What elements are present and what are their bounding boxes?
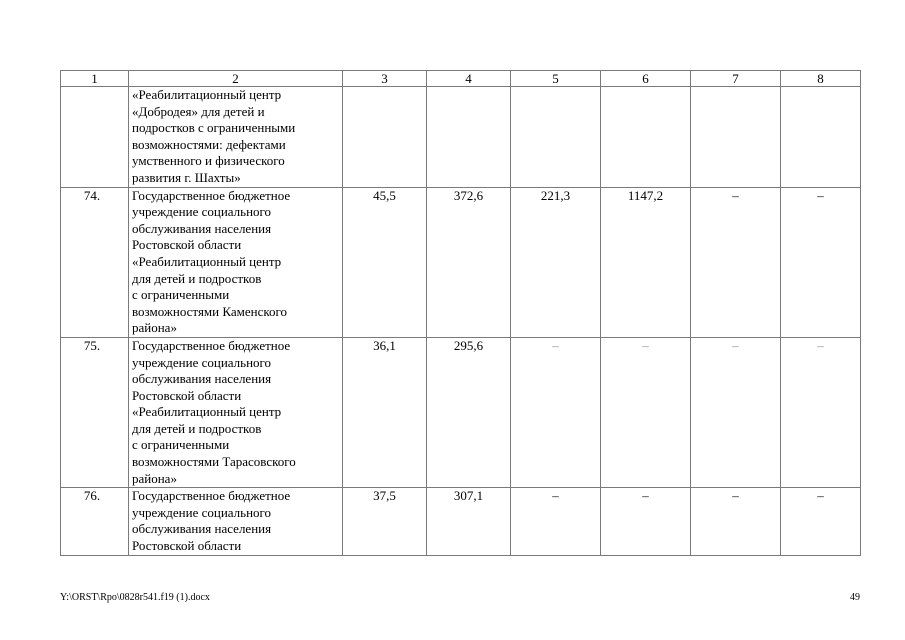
column-header-6: 6 bbox=[601, 71, 691, 87]
value-col-8: – bbox=[781, 337, 861, 487]
name-line: Государственное бюджетное bbox=[132, 488, 291, 504]
footer-file-path: Y:\ORST\Rpo\0828r541.f19 (1).docx bbox=[60, 592, 210, 603]
institution-name bbox=[129, 187, 343, 337]
institution-name bbox=[129, 337, 343, 487]
footer-page-number: 49 bbox=[850, 592, 860, 603]
name-line: Государственное бюджетное bbox=[132, 187, 291, 203]
value-col-7: – bbox=[691, 488, 781, 555]
value-col-3: 36,1 bbox=[343, 337, 427, 487]
value-col-6 bbox=[601, 87, 691, 188]
name-line: возможностями Каменского bbox=[132, 303, 288, 319]
name-line: «Реабилитационный центр bbox=[132, 253, 282, 269]
name-line: развития г. Шахты» bbox=[132, 169, 241, 185]
value-col-4: 372,6 bbox=[427, 187, 511, 337]
value-col-4 bbox=[427, 87, 511, 188]
column-header-4: 4 bbox=[427, 71, 511, 87]
header-row bbox=[61, 71, 861, 87]
name-line: с ограниченными bbox=[132, 437, 230, 453]
name-line: возможностями: дефектами bbox=[132, 136, 286, 152]
name-line: «Реабилитационный центр bbox=[132, 404, 282, 420]
institution-name bbox=[129, 87, 343, 188]
name-line: с ограниченными bbox=[132, 287, 230, 303]
name-line: учреждение социального bbox=[132, 204, 272, 220]
value-col-6: – bbox=[601, 488, 691, 555]
name-line: для детей и подростков bbox=[132, 270, 262, 286]
table-row bbox=[61, 337, 861, 487]
name-line: для детей и подростков bbox=[132, 420, 262, 436]
row-number: 76. bbox=[61, 488, 129, 555]
value-col-3: 45,5 bbox=[343, 187, 427, 337]
name-line: обслуживания населения bbox=[132, 220, 272, 236]
row-number bbox=[61, 87, 129, 188]
value-col-5 bbox=[511, 87, 601, 188]
value-col-7 bbox=[691, 87, 781, 188]
row-number: 75. bbox=[61, 337, 129, 487]
name-line: района» bbox=[132, 470, 177, 486]
value-col-5: – bbox=[511, 337, 601, 487]
column-header-2: 2 bbox=[129, 71, 343, 87]
name-line: Ростовской области bbox=[132, 387, 242, 403]
value-col-4: 307,1 bbox=[427, 488, 511, 555]
table-row bbox=[61, 87, 861, 188]
value-col-5: – bbox=[511, 488, 601, 555]
row-number: 74. bbox=[61, 187, 129, 337]
name-line: «Добродея» для детей и bbox=[132, 103, 265, 119]
value-col-3 bbox=[343, 87, 427, 188]
name-line: «Реабилитационный центр bbox=[132, 87, 282, 102]
value-col-7: – bbox=[691, 337, 781, 487]
value-col-8 bbox=[781, 87, 861, 188]
value-col-6: 1147,2 bbox=[601, 187, 691, 337]
column-header-7: 7 bbox=[691, 71, 781, 87]
name-line: района» bbox=[132, 320, 177, 336]
value-col-8: – bbox=[781, 187, 861, 337]
name-line: Государственное бюджетное bbox=[132, 337, 291, 353]
column-header-1: 1 bbox=[61, 71, 129, 87]
name-line: возможностями Тарасовского bbox=[132, 454, 296, 470]
name-line: обслуживания населения bbox=[132, 521, 272, 537]
column-header-5: 5 bbox=[511, 71, 601, 87]
name-line: обслуживания населения bbox=[132, 371, 272, 387]
column-header-3: 3 bbox=[343, 71, 427, 87]
name-line: учреждение социального bbox=[132, 504, 272, 520]
name-line: Ростовской области bbox=[132, 237, 242, 253]
value-col-3: 37,5 bbox=[343, 488, 427, 555]
name-line: умственного и физического bbox=[132, 153, 285, 169]
name-line: учреждение социального bbox=[132, 354, 272, 370]
data-table bbox=[60, 70, 861, 556]
value-col-8: – bbox=[781, 488, 861, 555]
value-col-7: – bbox=[691, 187, 781, 337]
institution-name bbox=[129, 488, 343, 555]
value-col-4: 295,6 bbox=[427, 337, 511, 487]
table-row bbox=[61, 488, 861, 555]
name-line: Ростовской области bbox=[132, 538, 242, 554]
name-line: подростков с ограниченными bbox=[132, 120, 296, 136]
value-col-6: – bbox=[601, 337, 691, 487]
table-row bbox=[61, 187, 861, 337]
value-col-5: 221,3 bbox=[511, 187, 601, 337]
column-header-8: 8 bbox=[781, 71, 861, 87]
